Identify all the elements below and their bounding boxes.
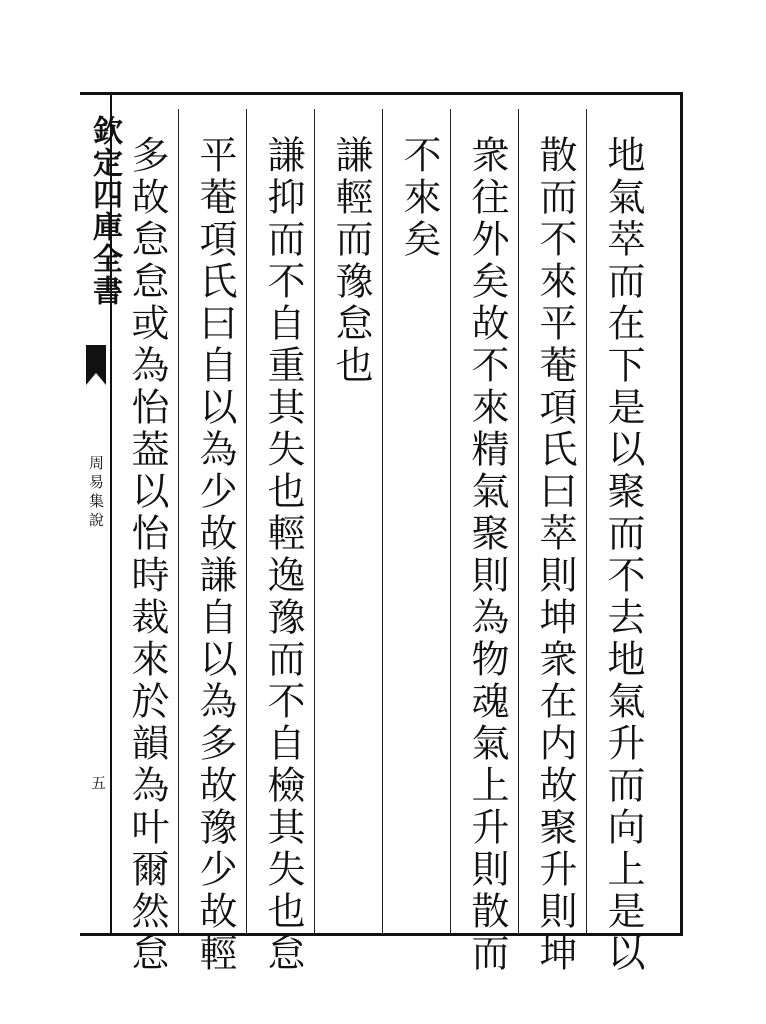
text-column-2: 散而不來平菴項氏曰萃則坤衆在内故聚升則坤 — [533, 135, 577, 975]
column-rule — [586, 109, 587, 933]
document-page — [80, 92, 683, 975]
column-rule — [314, 109, 315, 933]
text-column-8: 平菴項氏曰自以為少故謙自以為多故豫少故輕 — [193, 135, 237, 975]
text-column-7: 謙抑而不自重其失也輕逸豫而不自檢其失也怠 — [261, 135, 305, 975]
text-column-4: 不來矣 — [397, 135, 441, 261]
column-rule — [246, 109, 247, 933]
text-column-1: 地氣萃而在下是以聚而不去地氣升而向上是以 — [601, 135, 645, 975]
text-column-3: 衆往外矣故不來精氣聚則為物魂氣上升則散而 — [465, 135, 509, 975]
page-margin — [80, 95, 122, 933]
column-rule — [382, 109, 383, 933]
collection-title: 欽定四庫全書 — [87, 115, 122, 307]
book-title: 周易集說 — [87, 455, 105, 531]
column-rule — [518, 109, 519, 933]
column-rule — [450, 109, 451, 933]
text-column-9: 多故怠怠或為怡葢以怡時裁來於韻為叶爾然怠 — [125, 135, 169, 975]
page-number: 五 — [89, 775, 107, 790]
column-rule — [178, 109, 179, 933]
text-column-6: 謙輕而豫怠也 — [329, 135, 373, 387]
fish-tail-mark-icon — [86, 345, 106, 385]
